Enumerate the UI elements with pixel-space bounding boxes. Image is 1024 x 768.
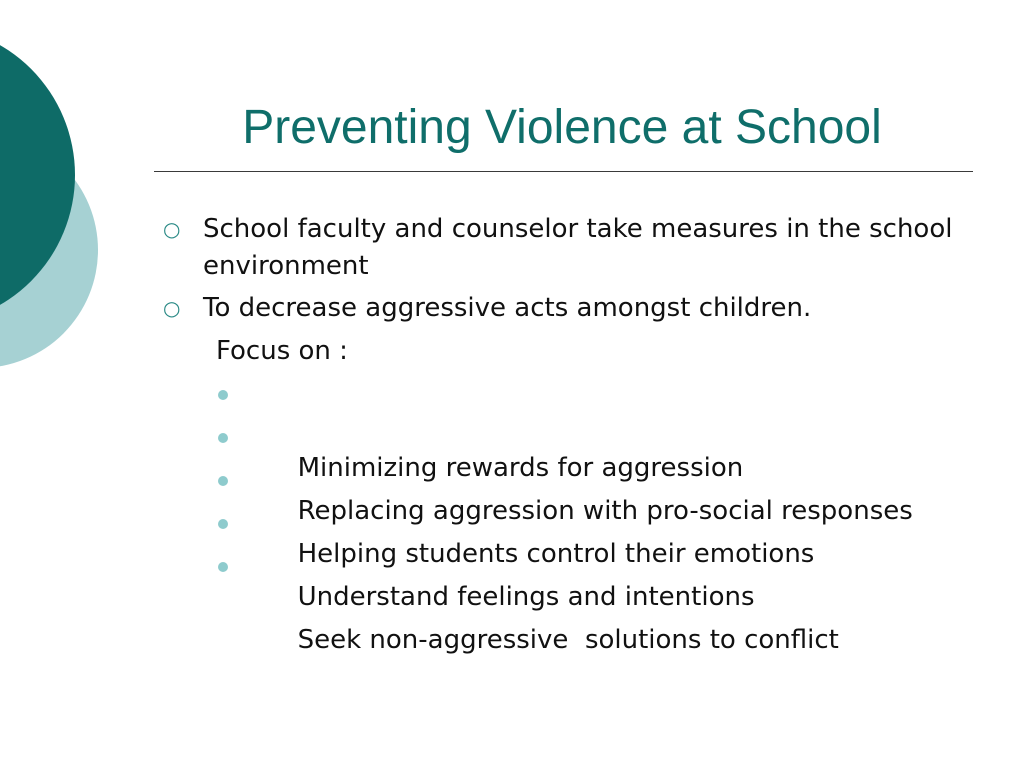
dot-bullet-icon [218, 476, 228, 486]
dot-bullet-icon [218, 433, 228, 443]
bullet-item [163, 290, 993, 327]
focus-label: Focus on : [216, 336, 348, 366]
sub-bullet-text: Helping students control their emotions [297, 539, 815, 569]
dot-bullet-icon [218, 390, 228, 400]
hollow-circle-bullet-icon: ○ [163, 296, 181, 320]
dot-bullet-icon [218, 562, 228, 572]
sub-bullet-text: Understand feelings and intentions [297, 582, 755, 612]
slide-title: Preventing Violence at School [242, 101, 882, 154]
bullet-item [163, 211, 993, 285]
bullet-text: To decrease aggressive acts amongst children. [203, 293, 812, 323]
bullet-text: School faculty and counselor take measures in the school environment [203, 214, 953, 281]
sub-bullet-text: Seek non-aggressive solutions to conflict [297, 625, 839, 655]
sub-bullet-item [248, 548, 839, 696]
dot-bullet-icon [218, 519, 228, 529]
sub-bullet-text: Replacing aggression with pro-social responses [297, 496, 913, 526]
hollow-circle-bullet-icon: ○ [163, 217, 181, 241]
sub-bullet-text: Minimizing rewards for aggression [297, 453, 744, 483]
